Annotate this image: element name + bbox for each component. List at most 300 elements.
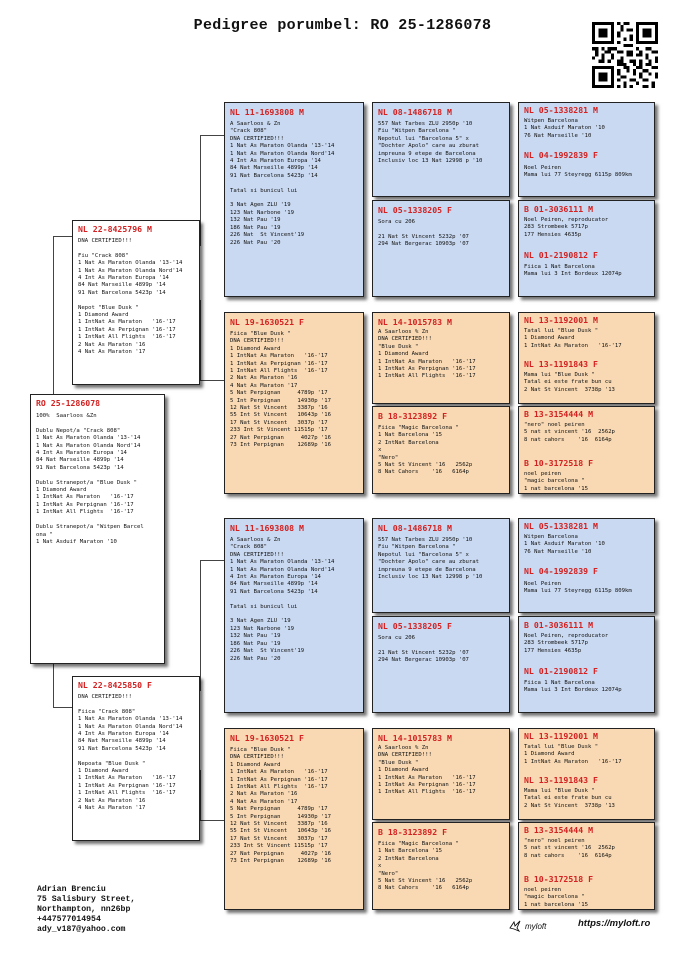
pigeon-details [524, 788, 649, 810]
pigeon-id: NL 19-1630521 F [230, 317, 304, 327]
detail-line: 1 IntNat As Perpignan '16-'17 [230, 360, 328, 367]
detail-line: 55 Int St Vincent 10643p '16 [230, 412, 332, 419]
detail-line: 4 Nat As Maraton '17 [230, 382, 298, 389]
pigeon-card-ggp-2 [372, 200, 510, 297]
detail-line: Fiica "Blue Dusk " [230, 747, 291, 753]
detail-line: 1 Nat As Maraton Olanda Nord'14 [230, 150, 335, 157]
owner-address [37, 885, 135, 935]
detail-line: x [378, 447, 382, 454]
pigeon-card-pair-3 [518, 312, 655, 404]
pigeon-card-ggp-7 [372, 728, 510, 820]
detail-line: Witpen Barcelona [524, 534, 578, 540]
detail-line [78, 297, 194, 304]
detail-line: 84 Nat Marseille 4899p '14 [78, 282, 166, 289]
detail-line: "Nero" [378, 870, 399, 877]
detail-line: 1 IntNat As Perpignan '16-'17 [378, 366, 476, 373]
connector-root-sire [53, 236, 74, 397]
pigeon-details [36, 413, 159, 546]
detail-line: Noel Peiren [524, 581, 562, 587]
detail-line: Dublu Stranepot/a "Blue Dusk " [36, 479, 138, 486]
connector-root-dam [53, 662, 74, 708]
pigeon-details [524, 838, 649, 860]
detail-line: 5 Nat Perpignan 4789p '17 [230, 806, 328, 813]
detail-line: 100% Saarloos &Zn [36, 413, 97, 419]
website-link[interactable]: https://myloft.ro [578, 918, 651, 929]
pigeon-card-sire [72, 220, 200, 385]
detail-line: impreuna 9 etepe de Barcelona [378, 566, 476, 573]
detail-line: 8 Nat Cahors '16 6164p [378, 885, 469, 892]
pigeon-card-grandsire-1 [224, 102, 364, 297]
detail-line: Mama lui 77 Steyregg 6115p 809km [524, 588, 632, 595]
detail-line: 1 Diamond Award [378, 351, 429, 358]
detail-line: 1 IntNat All Flights '16-'17 [230, 368, 328, 375]
detail-line: Fiica 1 Nat Barcelona [524, 680, 595, 686]
pigeon-details [378, 329, 504, 381]
detail-line: 1 Nat Barcelona '15 [378, 848, 442, 855]
detail-line: 4 Int As Maraton Europa '14 [78, 275, 169, 282]
detail-line: 1 IntNat As Perpignan '16-'17 [36, 501, 134, 508]
detail-line: Fiica "Magic Barcelona " [378, 425, 459, 431]
detail-line: 3 Nat Agen ZLU '19 [230, 618, 291, 625]
detail-line: 1 Diamond Award [230, 761, 281, 768]
detail-line: Sora cu 206 [378, 635, 416, 641]
pigeon-card-ggp-1 [372, 102, 510, 197]
detail-line: 91 Nat Barcelona 5423p '14 [78, 745, 166, 752]
pigeon-id: NL 13-1191843 F [524, 775, 598, 785]
pigeon-id: NL 01-2190812 F [524, 666, 598, 676]
detail-line: 76 Nat Marseille '10 [524, 132, 592, 139]
pigeon-id: NL 08-1486718 M [378, 107, 452, 117]
pigeon-id: NL 05-1338205 F [378, 205, 452, 215]
detail-line: 1 Nat As Maraton Olanda '13-'14 [36, 435, 141, 442]
detail-line: ona " [36, 531, 53, 538]
pigeon-details [524, 118, 649, 140]
detail-line: 1 Nat As Maraton Olanda Nord'14 [78, 267, 183, 274]
detail-line: 27 Nat Perpignan 4027p '16 [230, 850, 332, 857]
detail-line: 132 Nat Pau '19 [230, 217, 281, 224]
pigeon-id: NL 05-1338281 M [524, 105, 598, 115]
detail-line: 1 IntNat All Flights '16-'17 [78, 334, 176, 341]
detail-line: Fiica 1 Nat Barcelona [524, 264, 595, 270]
detail-line [78, 245, 194, 252]
detail-line: 73 Int Perpignan 12689p '16 [230, 442, 332, 449]
detail-line: Noel Peiren, reproducator [524, 217, 609, 223]
detail-line: 8 nat cahors '16 6164p [524, 436, 612, 443]
pigeon-details [524, 372, 649, 394]
detail-line: 1 Nat As Maraton Olanda '13-'14 [230, 143, 335, 150]
detail-line: Nepotul lui "Barcelona 5" x [378, 551, 469, 558]
detail-line: 132 Nat Pau '19 [230, 633, 281, 640]
detail-line: 4 Int As Maraton Europa '14 [230, 158, 321, 165]
page-title: Pedigree porumbel: RO 25-1286078 [193, 17, 492, 34]
detail-line: 1 Nat As Maraton Olanda Nord'14 [78, 723, 183, 730]
detail-line [230, 180, 358, 187]
detail-line: Tatal ei este frate bun cu [524, 379, 612, 386]
detail-line: 1 IntNat All Flights '16-'17 [230, 784, 328, 791]
detail-line: "Nero" [378, 454, 399, 461]
detail-line: 1 nat barcelona '15 [524, 485, 588, 492]
pigeon-id: NL 04-1992839 F [524, 566, 598, 576]
detail-line: 5 Nat St Vincent '16 2562p [378, 462, 473, 469]
detail-line: 2 Nat As Maraton '16 [78, 341, 146, 348]
detail-line: "magic barcelona " [524, 478, 585, 485]
pigeon-id: NL 19-1630521 F [230, 733, 304, 743]
detail-line: 1 IntNat All Flights '16-'17 [378, 373, 476, 380]
detail-line: noel peiren [524, 471, 562, 477]
pigeon-card-pair-8 [518, 822, 655, 910]
pigeon-details [524, 633, 649, 655]
detail-line: "nero" noel peiren [524, 422, 585, 428]
detail-line: 1 Diamond Award [524, 335, 575, 342]
detail-line: Noel Peiren [524, 165, 562, 171]
detail-line: Inclusiv loc 13 Nat 12998 p '10 [378, 158, 483, 165]
detail-line: 2 IntNat Barcelona [378, 439, 439, 446]
detail-line: Dublu Stranepot/a "Witpen Barcel [36, 524, 144, 531]
connector-sire-gs1 [200, 135, 226, 246]
detail-line: 1 Nat Asduif Maraton '10 [36, 538, 117, 545]
detail-line [36, 420, 159, 427]
detail-line: "Blue Dusk " [378, 759, 419, 766]
pigeon-card-dam [72, 676, 200, 841]
detail-line: 2 IntNat Barcelona [378, 855, 439, 862]
detail-line: 4 Nat As Maraton '17 [78, 349, 146, 356]
detail-line: Mama lui 3 Int Bordeux 12074p [524, 687, 622, 694]
pigeon-details [378, 425, 504, 477]
pigeon-details [230, 747, 358, 866]
detail-line: 3 Nat Agen ZLU '19 [230, 202, 291, 209]
detail-line: DNA CERTIFIED!!! [230, 135, 284, 142]
pigeon-card-ggp-4 [372, 406, 510, 494]
detail-line [378, 226, 504, 233]
detail-line: 226 Nat St Vincent'19 [230, 648, 305, 655]
detail-line: 5 Int Perpignan 14930p '17 [230, 397, 332, 404]
detail-line: 1 Nat Barcelona '15 [378, 432, 442, 439]
pigeon-details [378, 841, 504, 893]
detail-line: 1 IntNat All Flights '16-'17 [36, 509, 134, 516]
pigeon-id: B 18-3123892 F [378, 827, 448, 837]
detail-line [36, 472, 159, 479]
detail-line: Tatal si bunicul lui [230, 603, 298, 610]
detail-line: DNA CERTIFIED!!! [230, 551, 284, 558]
detail-line: 1 IntNat As Perpignan '16-'17 [230, 776, 328, 783]
pigeon-id: NL 04-1992839 F [524, 150, 598, 160]
pigeon-card-pair-1 [518, 102, 655, 197]
detail-line: 1 IntNat As Maraton '16-'17 [78, 319, 176, 326]
detail-line: 226 Nat St Vincent'19 [230, 232, 305, 239]
detail-line: 17 Nat St Vincent 3037p '17 [230, 419, 328, 426]
detail-line: DNA CERTIFIED!!! [378, 752, 432, 759]
pigeon-details [524, 217, 649, 239]
detail-line: impreuna 9 etepe de Barcelona [378, 150, 476, 157]
phone-number: +447577014954 [37, 915, 101, 924]
pigeon-id: B 13-3154444 M [524, 825, 594, 835]
pigeon-id: NL 13-1191843 F [524, 359, 598, 369]
detail-line: Tatal si bunicul lui [230, 187, 298, 194]
detail-line: 5 Nat St Vincent '16 2562p [378, 878, 473, 885]
detail-line: 233 Int St Vincent 11515p '17 [230, 843, 328, 850]
pigeon-details [524, 887, 649, 909]
pigeon-card-granddam-1 [224, 312, 364, 494]
detail-line: "magic barcelona " [524, 894, 585, 901]
detail-line: 1 Nat Asduif Maraton '10 [524, 125, 605, 132]
detail-line: 1 IntNat All Flights '16-'17 [378, 789, 476, 796]
detail-line: Mama lui 3 Int Bordeux 12074p [524, 271, 622, 278]
detail-line: Inclusiv loc 13 Nat 12998 p '10 [378, 574, 483, 581]
detail-line: DNA CERTIFIED!!! [230, 754, 284, 761]
detail-line: 226 Nat Pau '20 [230, 655, 281, 662]
pigeon-details [524, 328, 649, 350]
detail-line: 2 Nat St Vincent 3738p '13 [524, 802, 615, 809]
pigeon-id: B 18-3123892 F [378, 411, 448, 421]
detail-line: 91 Nat Barcelona 5423p '14 [78, 289, 166, 296]
detail-line [78, 753, 194, 760]
detail-line: "Crack 808" [230, 544, 268, 551]
pigeon-details [378, 121, 504, 165]
pigeon-card-pair-7 [518, 728, 655, 820]
pigeon-card-granddam-2 [224, 728, 364, 910]
owner-name: Adrian Brenciu [37, 885, 106, 894]
detail-line: 1 Nat As Maraton Olanda Nord'14 [230, 566, 335, 573]
detail-line: 2 Nat As Maraton '16 [230, 375, 298, 382]
pigeon-id: B 01-3036111 M [524, 620, 594, 630]
detail-line: Tatal lui "Blue Dusk " [524, 744, 599, 750]
pigeon-details [378, 537, 504, 581]
logo-text: myloft [525, 921, 547, 931]
detail-line: 1 Diamond Award [230, 345, 281, 352]
detail-line: 283 Strombeek 5717p [524, 640, 588, 647]
pigeon-id: B 10-3172518 F [524, 458, 594, 468]
detail-line: Tatal ei este frate bun cu [524, 795, 612, 802]
detail-line: 226 Nat Pau '20 [230, 239, 281, 246]
detail-line: 1 Nat As Maraton Olanda '13-'14 [78, 260, 183, 267]
detail-line: 557 Nat Tarbes ZLU 2950p '10 [378, 537, 473, 543]
detail-line: x [378, 863, 382, 870]
pigeon-details [524, 744, 649, 766]
detail-line: 1 IntNat All Flights '16-'17 [78, 790, 176, 797]
detail-line: Mama lui "Blue Dusk " [524, 788, 595, 794]
detail-line: 91 Nat Barcelona 5423p '14 [230, 172, 318, 179]
detail-line: Fiu "Crack 808" [78, 252, 129, 259]
pigeon-details [230, 121, 358, 247]
detail-line: noel peiren [524, 887, 562, 893]
detail-line: "nero" noel peiren [524, 838, 585, 844]
detail-line: 294 Nat Bergerac 10903p '07 [378, 241, 469, 248]
detail-line: 2 Nat St Vincent 3738p '13 [524, 386, 615, 393]
connector-dam-gd2 [200, 770, 226, 821]
detail-line: DNA CERTIFIED!!! [78, 238, 132, 244]
connector-sire-gd1 [200, 300, 226, 381]
detail-line: 21 Nat St Vincent 5232p '07 [378, 233, 469, 240]
pigeon-card-ggp-8 [372, 822, 510, 910]
detail-line: 91 Nat Barcelona 5423p '14 [36, 464, 124, 471]
pigeon-id: NL 22-8425796 M [78, 224, 152, 234]
detail-line: A Saarloos & Zn [230, 537, 281, 543]
detail-line: Nepoata "Blue Dusk " [78, 760, 146, 767]
pigeon-id: RO 25-1286078 [36, 398, 101, 408]
detail-line: Fiica "Blue Dusk " [230, 331, 291, 337]
pigeon-card-ggp-6 [372, 616, 510, 713]
detail-line: "Crack 808" [230, 128, 268, 135]
detail-line: 1 IntNat As Maraton '16-'17 [378, 774, 476, 781]
detail-line: 91 Nat Barcelona 5423p '14 [230, 588, 318, 595]
detail-line: 76 Nat Marseille '10 [524, 548, 592, 555]
detail-line: 12 Nat St Vincent 3387p '16 [230, 821, 328, 828]
detail-line [78, 701, 194, 708]
pigeon-id: B 13-3154444 M [524, 409, 594, 419]
detail-line: DNA CERTIFIED!!! [230, 338, 284, 345]
detail-line [230, 195, 358, 202]
pigeon-details [524, 264, 649, 279]
detail-line: 84 Nat Marseille 4899p '14 [36, 457, 124, 464]
detail-line: 1 nat barcelona '15 [524, 901, 588, 908]
detail-line: 2 Nat As Maraton '16 [230, 791, 298, 798]
pigeon-details [524, 581, 649, 596]
detail-line: Fiu "Witpen Barcelona " [378, 128, 456, 135]
detail-line: 557 Nat Tarbes ZLU 2950p '10 [378, 121, 473, 127]
pigeon-id: NL 13-1192001 M [524, 315, 598, 325]
detail-line [36, 517, 159, 524]
detail-line: 233 Int St Vincent 11515p '17 [230, 427, 328, 434]
pigeon-details [78, 238, 194, 357]
email-address: ady_v187@yahoo.com [37, 925, 126, 934]
detail-line: 1 IntNat As Maraton '16-'17 [378, 358, 476, 365]
detail-line: 1 Nat As Maraton Olanda '13-'14 [230, 559, 335, 566]
detail-line: 1 IntNat As Maraton '16-'17 [524, 342, 622, 349]
detail-line [378, 642, 504, 649]
detail-line: Dublu Nepot/a "Crack 808" [36, 427, 121, 434]
detail-line: 73 Int Perpignan 12689p '16 [230, 858, 332, 865]
detail-line: "Blue Dusk " [378, 343, 419, 350]
detail-line: 2 Nat As Maraton '16 [78, 797, 146, 804]
detail-line: 1 Diamond Award [378, 767, 429, 774]
detail-line: 294 Nat Bergerac 10903p '07 [378, 657, 469, 664]
pigeon-id: B 01-3036111 M [524, 204, 594, 214]
pigeon-id: NL 11-1693808 M [230, 107, 304, 117]
detail-line: 1 Diamond Award [524, 751, 575, 758]
detail-line: 1 Diamond Award [36, 487, 87, 494]
detail-line: 12 Nat St Vincent 3387p '16 [230, 405, 328, 412]
detail-line: "Dochter Apolo" care au zburat [378, 559, 480, 566]
pigeon-logo-icon [508, 919, 522, 933]
detail-line: 123 Nat Narbone '19 [230, 209, 294, 216]
pigeon-card-pair-5 [518, 518, 655, 613]
pigeon-card-pair-4 [518, 406, 655, 494]
detail-line: 1 IntNat As Perpignan '16-'17 [378, 782, 476, 789]
detail-line: A Saarloos % Zn [378, 329, 429, 335]
detail-line: 5 nat st vincent '16 2562p [524, 845, 615, 852]
detail-line: 1 Nat As Maraton Olanda '13-'14 [78, 716, 183, 723]
pigeon-card-ggp-5 [372, 518, 510, 613]
pigeon-id: NL 01-2190812 F [524, 250, 598, 260]
qr-code-icon [592, 22, 658, 88]
pigeon-details [378, 745, 504, 797]
pigeon-details [524, 422, 649, 444]
pigeon-details [524, 534, 649, 556]
pigeon-id: NL 22-8425850 F [78, 680, 152, 690]
detail-line: 1 IntNat As Maraton '16-'17 [230, 353, 328, 360]
detail-line: A Saarloos & Zn [230, 121, 281, 127]
detail-line: 1 Diamond Award [78, 768, 129, 775]
detail-line: Noel Peiren, reproducator [524, 633, 609, 639]
detail-line: Sora cu 206 [378, 219, 416, 225]
detail-line: DNA CERTIFIED!!! [78, 694, 132, 700]
detail-line: 8 Nat Cahors '16 6164p [378, 469, 469, 476]
detail-line: Fiica "Crack 808" [78, 708, 136, 715]
detail-line: DNA CERTIFIED!!! [378, 336, 432, 343]
pigeon-id: NL 11-1693808 M [230, 523, 304, 533]
address-city: Northampton, nn26bp [37, 905, 131, 914]
detail-line: Nepotul lui "Barcelona 5" x [378, 135, 469, 142]
pigeon-id: NL 05-1338205 F [378, 621, 452, 631]
detail-line: 177 Hensies 4635p [524, 647, 582, 654]
detail-line: Fiu "Witpen Barcelona " [378, 544, 456, 551]
pigeon-details [524, 165, 649, 180]
detail-line: 84 Nat Marseille 4899p '14 [230, 165, 318, 172]
pigeon-details [230, 537, 358, 663]
detail-line: 4 Int As Maraton Europa '14 [36, 450, 127, 457]
pigeon-details [230, 331, 358, 450]
detail-line: 1 Nat Asduif Maraton '10 [524, 541, 605, 548]
detail-line: 84 Nat Marseille 4899p '14 [78, 738, 166, 745]
detail-line: Mama lui "Blue Dusk " [524, 372, 595, 378]
detail-line: 1 IntNat As Maraton '16-'17 [78, 775, 176, 782]
detail-line: 1 Nat As Maraton Olanda Nord'14 [36, 442, 141, 449]
detail-line: 5 Int Perpignan 14930p '17 [230, 813, 332, 820]
detail-line [230, 596, 358, 603]
pigeon-details [378, 219, 504, 249]
detail-line: 1 IntNat As Perpignan '16-'17 [78, 782, 176, 789]
pigeon-id: NL 05-1338281 M [524, 521, 598, 531]
detail-line: 55 Int St Vincent 10643p '16 [230, 828, 332, 835]
detail-line: 1 IntNat As Maraton '16-'17 [524, 758, 622, 765]
detail-line: Tatal lui "Blue Dusk " [524, 328, 599, 334]
pigeon-id: NL 14-1015783 M [378, 733, 452, 743]
pigeon-card-ggp-3 [372, 312, 510, 404]
detail-line: 123 Nat Narbone '19 [230, 625, 294, 632]
pigeon-id: B 10-3172518 F [524, 874, 594, 884]
detail-line: 4 Nat As Maraton '17 [78, 805, 146, 812]
detail-line: Mama lui 77 Steyregg 6115p 809km [524, 172, 632, 179]
pigeon-id: NL 08-1486718 M [378, 523, 452, 533]
detail-line: 1 IntNat As Maraton '16-'17 [36, 494, 134, 501]
detail-line: 177 Hensies 4635p [524, 231, 582, 238]
pigeon-id: NL 14-1015783 M [378, 317, 452, 327]
detail-line: 186 Nat Pau '19 [230, 640, 281, 647]
detail-line: "Dochter Apolo" care au zburat [378, 143, 480, 150]
pigeon-card-root [30, 394, 165, 664]
detail-line: 27 Nat Perpignan 4027p '16 [230, 434, 332, 441]
detail-line: 84 Nat Marseille 4899p '14 [230, 581, 318, 588]
pigeon-card-grandsire-2 [224, 518, 364, 713]
detail-line [230, 611, 358, 618]
pigeon-card-pair-6 [518, 616, 655, 713]
detail-line: 4 Int As Maraton Europa '14 [78, 731, 169, 738]
detail-line: 1 IntNat As Perpignan '16-'17 [78, 326, 176, 333]
pigeon-details [78, 694, 194, 813]
address-street: 75 Salisbury Street, [37, 895, 136, 904]
detail-line: 8 nat cahors '16 6164p [524, 852, 612, 859]
detail-line: 5 Nat Perpignan 4789p '17 [230, 390, 328, 397]
detail-line: 1 Diamond Award [78, 312, 129, 319]
pigeon-details [524, 680, 649, 695]
detail-line: 186 Nat Pau '19 [230, 224, 281, 231]
detail-line: 17 Nat St Vincent 3037p '17 [230, 835, 328, 842]
detail-line: Fiica "Magic Barcelona " [378, 841, 459, 847]
detail-line: 283 Strombeek 5717p [524, 224, 588, 231]
detail-line: 21 Nat St Vincent 5232p '07 [378, 649, 469, 656]
connector-dam-gs2 [200, 560, 226, 691]
pigeon-card-pair-2 [518, 200, 655, 297]
